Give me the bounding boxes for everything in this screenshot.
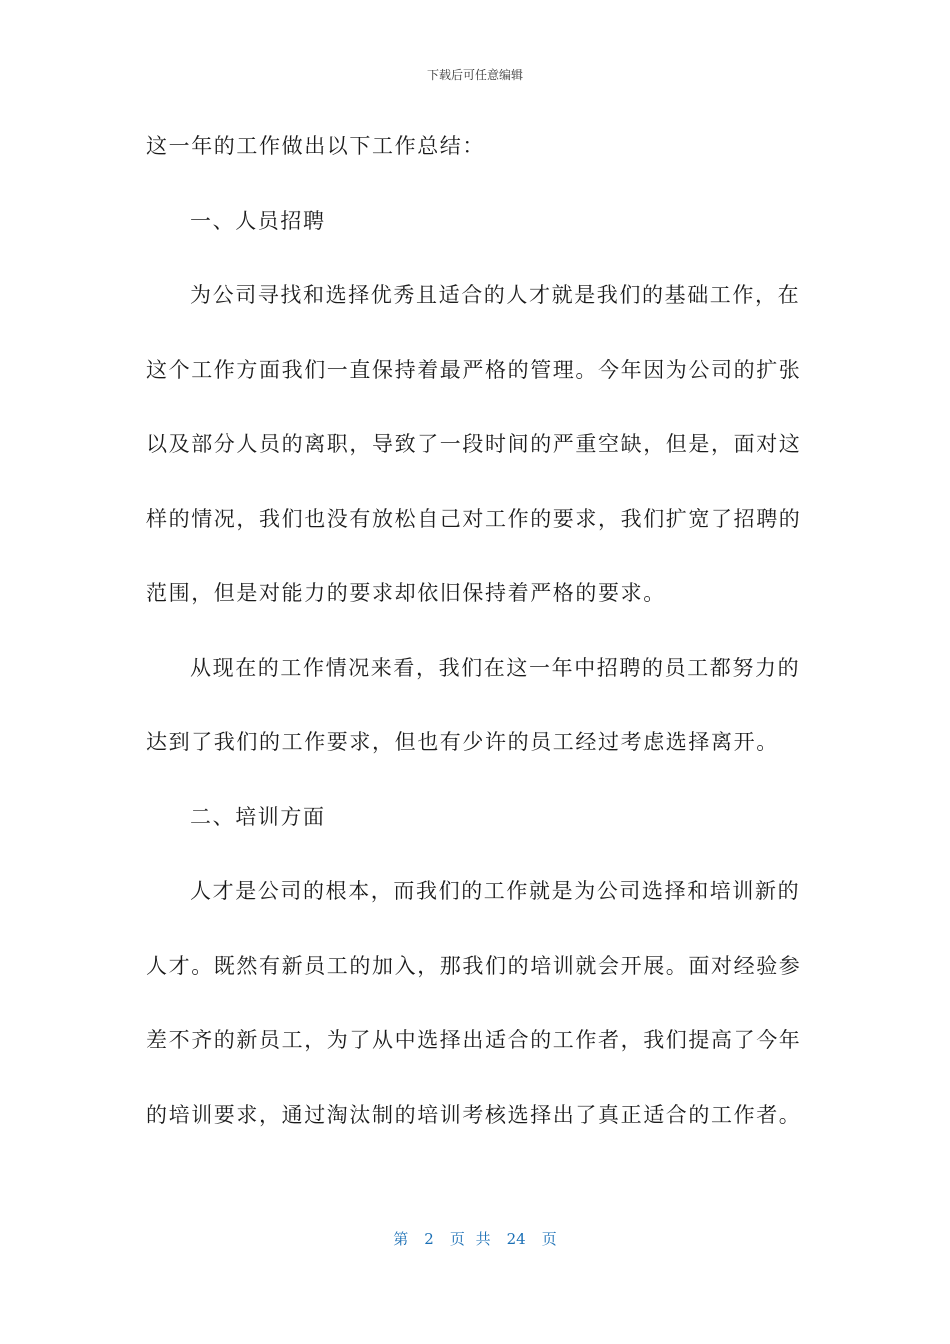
total-pages: 24 xyxy=(506,1230,526,1248)
page-footer xyxy=(0,1228,950,1249)
body-line: 这一年的工作做出以下工作总结： xyxy=(146,134,485,158)
page-suffix: 页 xyxy=(541,1230,557,1248)
body-line: 范围，但是对能力的要求却依旧保持着严格的要求。 xyxy=(146,581,666,605)
body-line: 以及部分人员的离职，导致了一段时间的严重空缺，但是，面对这 xyxy=(146,432,802,456)
section-heading-training: 二、培训方面 xyxy=(190,804,326,829)
page-number: 2 xyxy=(424,1230,434,1248)
document-body xyxy=(146,128,802,1171)
page-mid: 页 共 xyxy=(449,1230,491,1248)
body-line: 人才是公司的根本，而我们的工作就是为公司选择和培训新的 xyxy=(190,879,801,903)
section-heading-recruitment: 一、人员招聘 xyxy=(190,208,326,233)
body-line: 的培训要求，通过淘汰制的培训考核选择出了真正适合的工作者。 xyxy=(146,1102,802,1127)
page-header: 下载后可任意编辑 xyxy=(426,68,523,82)
body-line: 为公司寻找和选择优秀且适合的人才就是我们的基础工作，在 xyxy=(190,283,801,307)
body-line: 差不齐的新员工，为了从中选择出适合的工作者，我们提高了今年 xyxy=(146,1028,802,1052)
page-prefix: 第 xyxy=(393,1230,409,1248)
body-line: 样的情况，我们也没有放松自己对工作的要求，我们扩宽了招聘的 xyxy=(146,506,802,531)
body-line: 达到了我们的工作要求，但也有少许的员工经过考虑选择离开。 xyxy=(146,730,779,754)
body-line: 从现在的工作情况来看，我们在这一年中招聘的员工都努力的 xyxy=(190,655,801,680)
body-line: 这个工作方面我们一直保持着最严格的管理。今年因为公司的扩张 xyxy=(146,357,802,382)
body-line: 人才。既然有新员工的加入，那我们的培训就会开展。面对经验参 xyxy=(146,953,802,978)
